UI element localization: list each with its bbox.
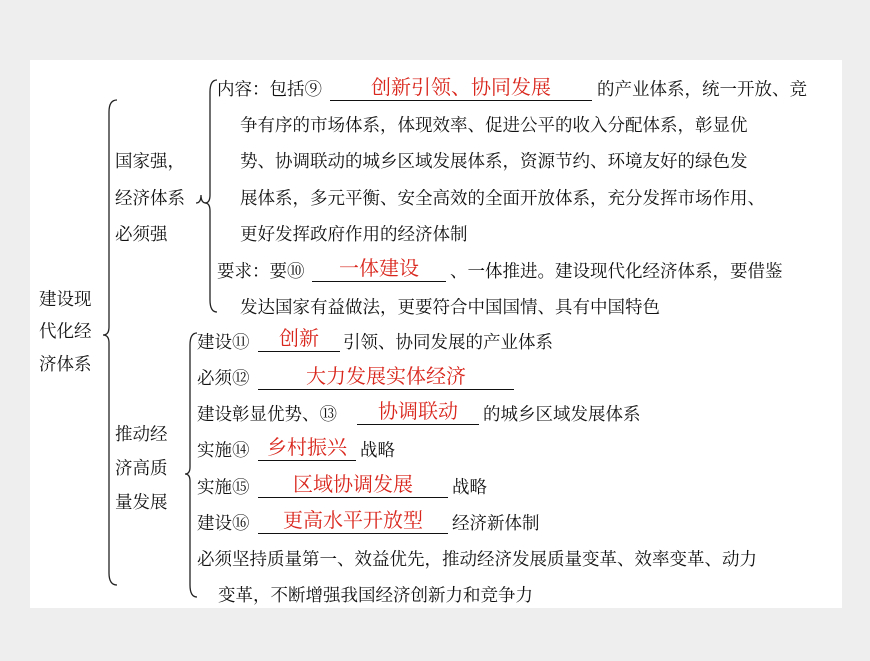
answer-10: 一体建设 (339, 256, 419, 280)
item-11-prefix: 建设⑪ (197, 333, 250, 353)
last-line-2: 变革，不断增强我国经济创新力和竞争力 (218, 586, 533, 606)
item-14-suffix: 战略 (360, 441, 395, 461)
item-14-prefix: 实施⑭ (197, 441, 250, 461)
item-13-suffix: 的城乡区域发展体系 (483, 405, 641, 425)
answer-15: 区域协调发展 (293, 472, 413, 496)
content-line-4: 展体系，多元平衡、安全高效的全面开放体系，充分发挥市场作用、 (240, 189, 765, 209)
last-line-1: 必须坚持质量第一、效益优先，推动经济发展质量变革、效率变革、动力 (197, 550, 757, 570)
branch1-label-line-1: 国家强， (115, 152, 185, 172)
branch1-label-line-2: 经济体系 (115, 189, 185, 209)
branch2-label-line-2: 济高质 (115, 459, 168, 479)
item-15-prefix: 实施⑮ (197, 478, 250, 498)
answer-blank-13 (357, 399, 479, 425)
answer-blank-15 (258, 472, 448, 498)
branch1-label-line-3: 必须强 (115, 225, 168, 245)
item-16-suffix: 经济新体制 (452, 514, 540, 534)
item-16-prefix: 建设⑯ (197, 514, 250, 534)
answer-blank-12 (258, 364, 514, 390)
root-line-2: 代化经 (39, 322, 92, 342)
answer-blank-11 (258, 326, 340, 352)
answer-12: 大力发展实体经济 (306, 364, 466, 388)
branch2-label-line-1: 推动经 (115, 425, 168, 445)
content-suffix: 的产业体系，统一开放、竞 (597, 80, 807, 100)
answer-9: 创新引领、协同发展 (371, 75, 551, 99)
answer-14: 乡村振兴 (267, 435, 347, 459)
item-11-suffix: 引领、协同发展的产业体系 (343, 333, 553, 353)
answer-blank-9 (330, 75, 592, 101)
answer-11: 创新 (279, 326, 319, 350)
item-13-prefix: 建设彰显优势、⑬ (197, 405, 337, 425)
branch2-label-line-3: 量发展 (115, 493, 168, 513)
root-line-3: 济体系 (39, 355, 92, 375)
content-line-5: 更好发挥政府作用的经济体制 (240, 225, 468, 245)
answer-blank-16 (258, 508, 448, 534)
answer-16: 更高水平开放型 (283, 508, 423, 532)
content-line-3: 势、协调联动的城乡区域发展体系，资源节约、环境友好的绿色发 (240, 152, 748, 172)
branch1-sub-bracket (205, 80, 217, 312)
answer-blank-14 (258, 435, 356, 461)
branch2-bracket (185, 333, 197, 597)
root-line-1: 建设现 (39, 290, 92, 310)
requirement-line-2: 发达国家有益做法，更要符合中国国情、具有中国特色 (240, 298, 660, 318)
answer-blank-10 (312, 256, 446, 282)
requirement-suffix: 、一体推进。建设现代化经济体系，要借鉴 (450, 262, 783, 282)
content-prefix: 内容：包括⑨ (217, 80, 322, 100)
branch1-bracket (196, 195, 206, 203)
requirement-prefix: 要求：要⑩ (217, 262, 305, 282)
answer-13: 协调联动 (378, 399, 458, 423)
content-line-2: 争有序的市场体系，体现效率、促进公平的收入分配体系，彰显优 (240, 116, 748, 136)
item-15-suffix: 战略 (452, 478, 487, 498)
item-12-prefix: 必须⑫ (197, 369, 250, 389)
